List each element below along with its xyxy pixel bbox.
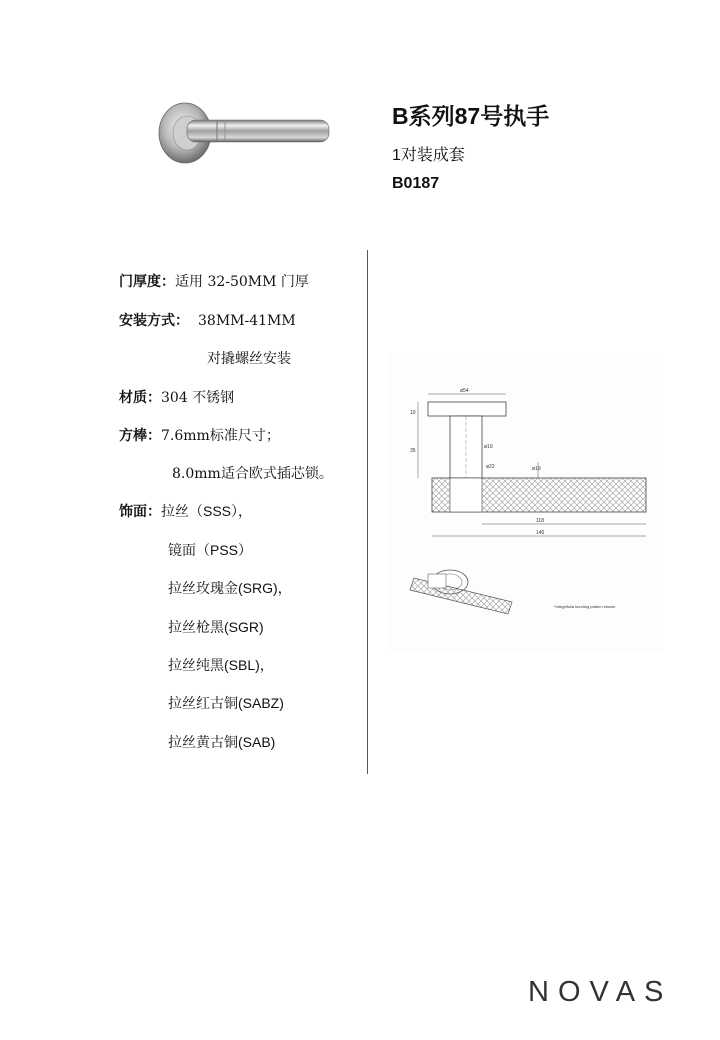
dim-lever-dia: ø19 — [532, 466, 541, 472]
spec-value: 7.6mm标准尺寸； — [161, 428, 280, 444]
technical-drawing — [388, 352, 664, 652]
product-photo — [155, 95, 335, 165]
spec-material — [119, 387, 234, 407]
spec-label: 门厚度： — [119, 274, 175, 290]
dim-total-len: 140 — [536, 530, 545, 536]
spec-label: 饰面： — [119, 504, 161, 520]
finish-item: 拉丝（SSS）， — [161, 503, 253, 519]
spec-door-thickness — [119, 271, 309, 291]
spec-installation — [119, 310, 296, 330]
dim-neck-h: 35 — [410, 448, 416, 454]
spec-value: 适用 32-50MM 门厚 — [175, 274, 309, 290]
spec-finish — [119, 501, 252, 521]
spec-installation-line2: 对撬螺丝安装 — [207, 351, 291, 367]
spec-label: 方棒： — [119, 428, 161, 444]
spec-spindle — [119, 425, 280, 445]
finish-item: 拉丝红古铜(SABZ) — [168, 695, 284, 711]
dim-neck-inner: ø22 — [486, 464, 495, 470]
finish-item: 拉丝黄古铜(SAB) — [168, 734, 276, 750]
finish-item: 镜面（PSS） — [168, 542, 253, 558]
spec-value: 38MM-41MM — [198, 313, 296, 329]
product-code: B0187 — [392, 175, 440, 192]
column-divider — [367, 250, 368, 774]
dim-rose-dia: ø54 — [460, 388, 469, 394]
product-subtitle: 1对装成套 — [392, 147, 465, 164]
dim-neck-dia: ø19 — [484, 444, 493, 450]
finish-item: 拉丝纯黑(SBL)， — [168, 657, 274, 673]
spec-label: 安装方式： — [119, 313, 189, 329]
dim-grip-len: 118 — [536, 518, 544, 524]
spec-label: 材质： — [119, 390, 161, 406]
drawing-note: *Integrifolia knurling pattern shown — [554, 604, 616, 609]
brand-logo: NOVAS — [528, 976, 673, 1008]
dim-rose-h: 10 — [410, 410, 416, 416]
finish-item: 拉丝枪黑(SGR) — [168, 619, 264, 635]
spec-spindle-line2: 8.0mm适合欧式插芯锁。 — [172, 466, 333, 482]
finish-item: 拉丝玫瑰金(SRG)， — [168, 580, 292, 596]
product-title: B系列87号执手 — [392, 103, 550, 129]
spec-value: 304 不锈钢 — [161, 390, 235, 406]
